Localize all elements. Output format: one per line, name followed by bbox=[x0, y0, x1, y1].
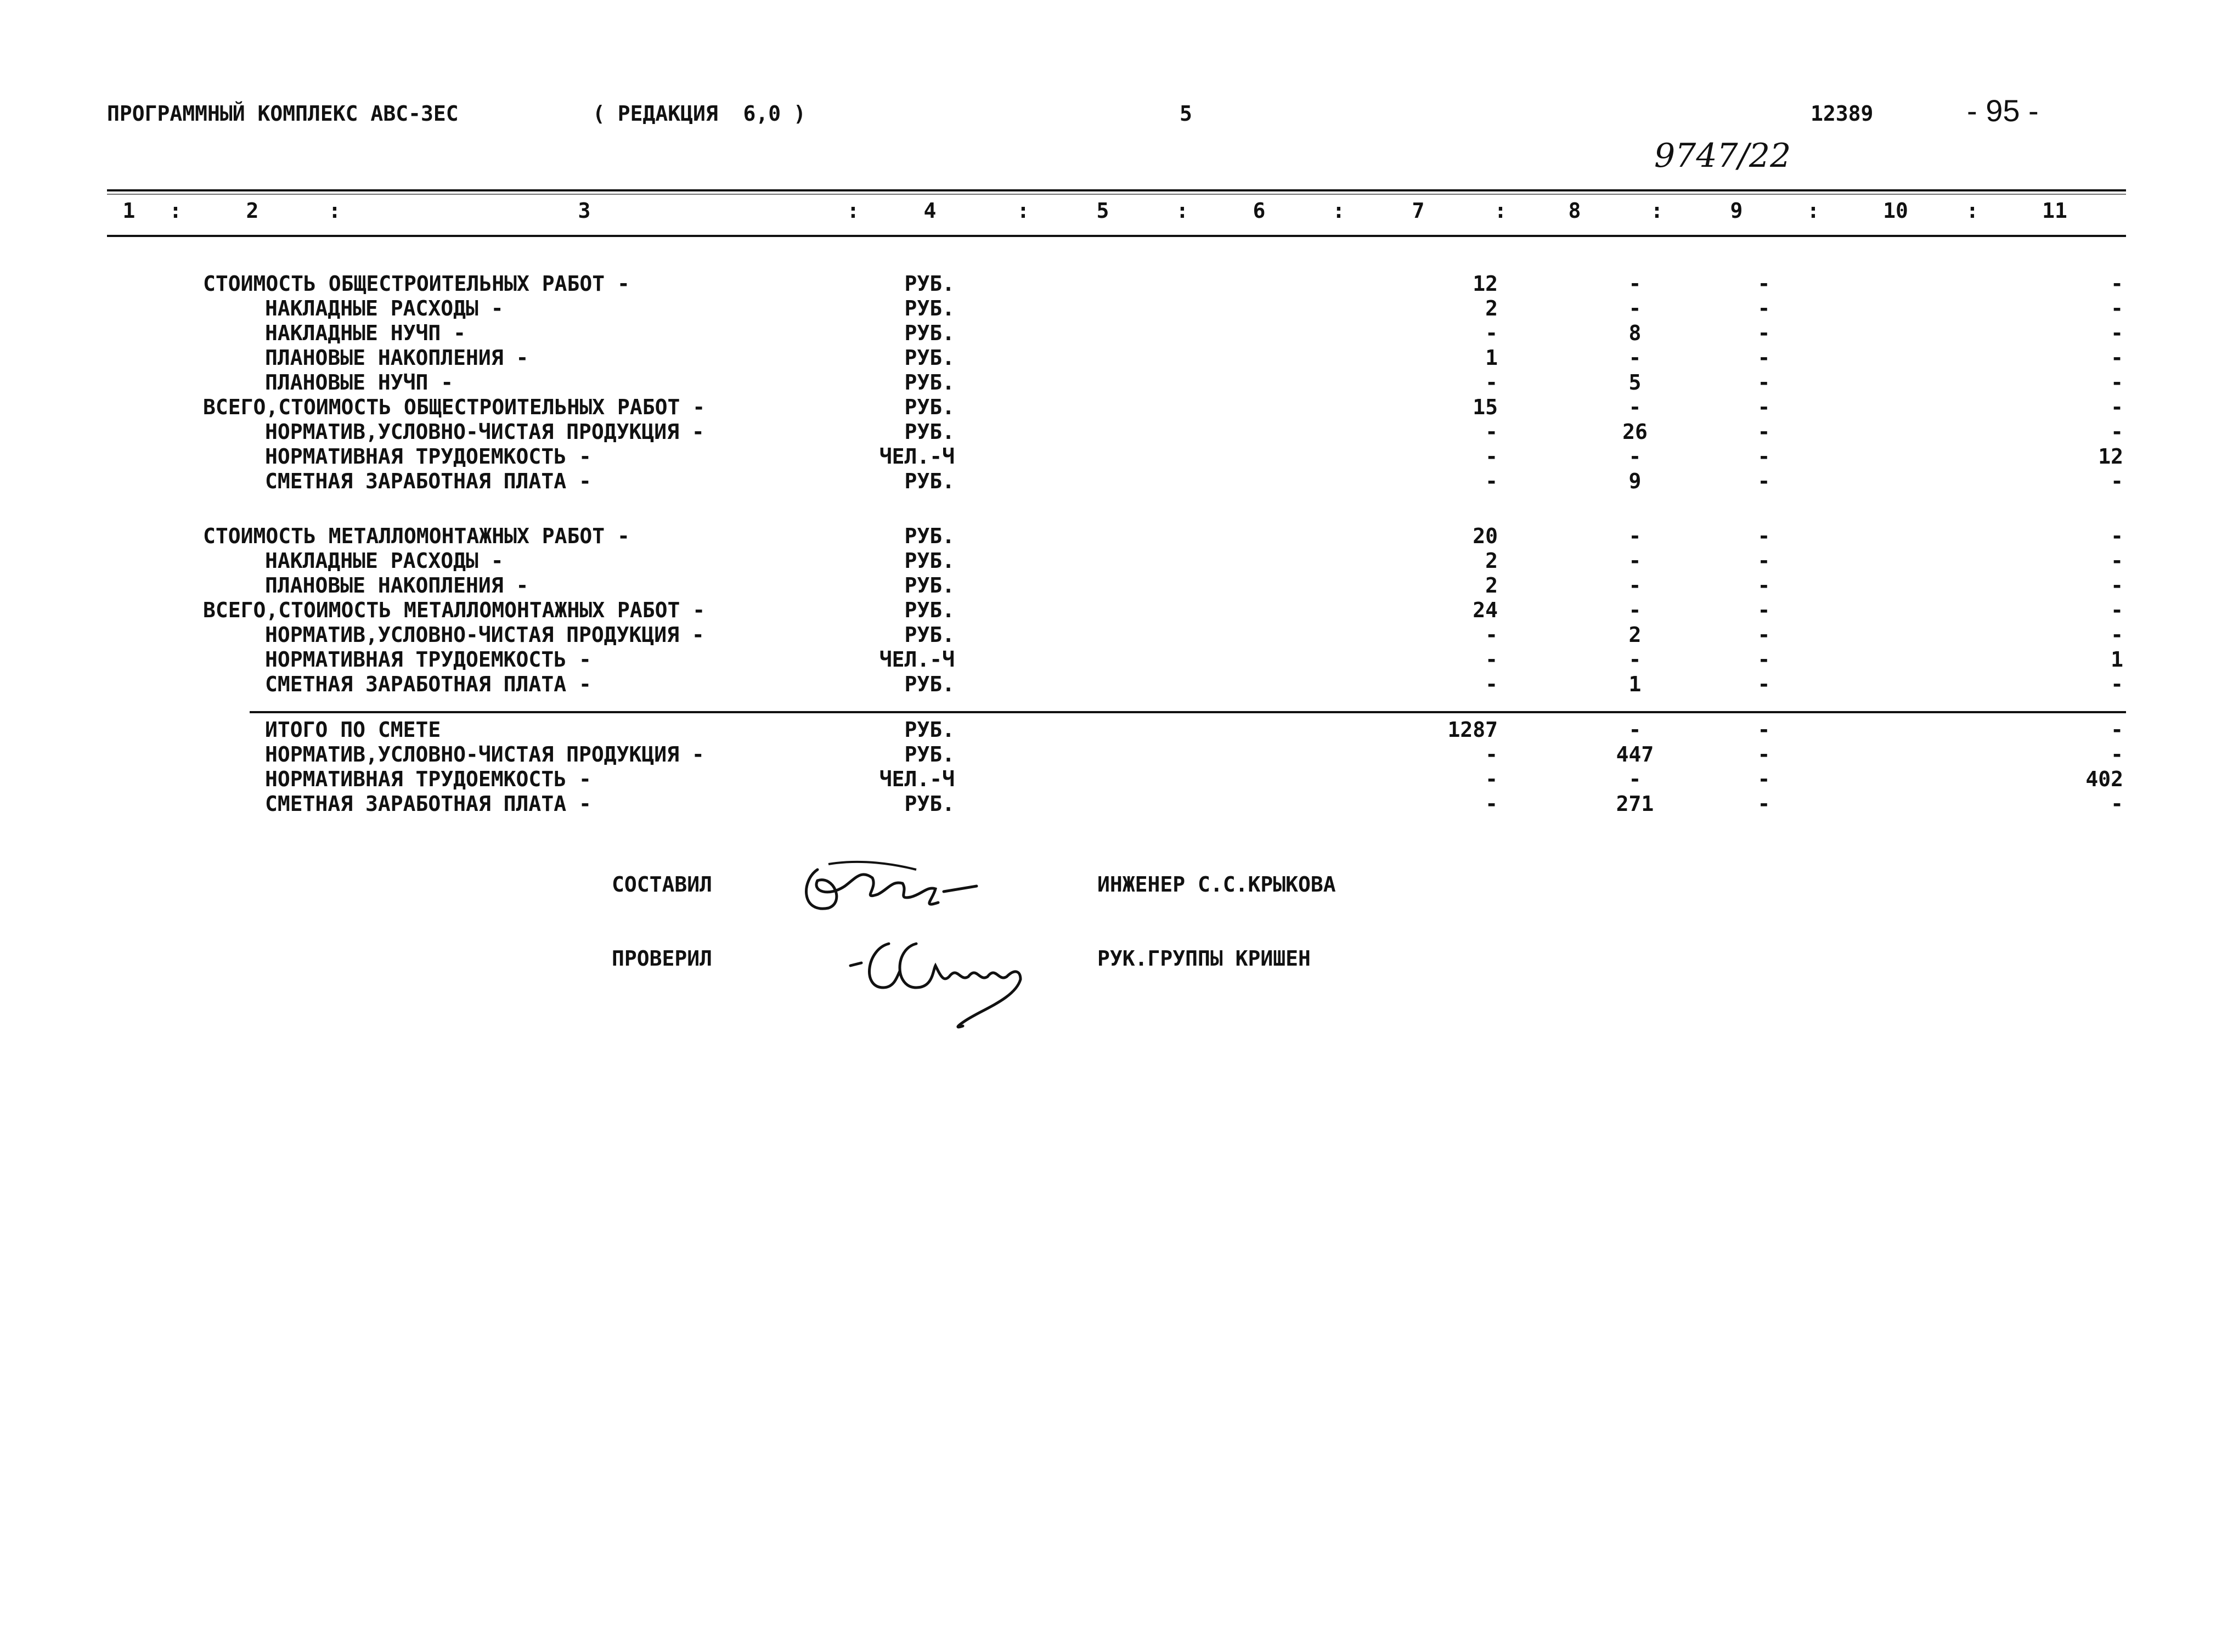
row-col8: 5 bbox=[1628, 370, 1642, 394]
row-col9: - bbox=[1757, 296, 1770, 320]
row-col9: - bbox=[1757, 444, 1770, 469]
row-col7: - bbox=[1485, 767, 1498, 791]
column-number-11: 11 bbox=[2042, 199, 2067, 223]
row-col11: - bbox=[2111, 623, 2123, 647]
row-col8: - bbox=[1628, 395, 1642, 419]
row-label: СТОИМОСТЬ МЕТАЛЛОМОНТАЖНЫХ РАБОТ - bbox=[203, 524, 630, 548]
column-number-4: 4 bbox=[923, 199, 937, 223]
row-label: НАКЛАДНЫЕ РАСХОДЫ - bbox=[265, 549, 504, 573]
row-col8: 1 bbox=[1628, 672, 1642, 696]
row-unit: РУБ. bbox=[904, 573, 955, 597]
column-number-3: 3 bbox=[578, 199, 591, 223]
column-number-6: 6 bbox=[1253, 199, 1266, 223]
row-label: НОРМАТИВНАЯ ТРУДОЕМКОСТЬ - bbox=[265, 647, 591, 672]
row-col11: - bbox=[2111, 370, 2123, 394]
row-col9: - bbox=[1757, 370, 1770, 394]
column-separator: : bbox=[1494, 199, 1507, 223]
column-number-9: 9 bbox=[1730, 199, 1743, 223]
row-col8: - bbox=[1628, 573, 1642, 597]
row-col8: - bbox=[1628, 549, 1642, 573]
row-unit: ЧЕЛ.-Ч bbox=[879, 444, 955, 469]
row-col8: - bbox=[1628, 598, 1642, 622]
row-col11: - bbox=[2111, 346, 2123, 370]
row-col9: - bbox=[1757, 623, 1770, 647]
column-separator: : bbox=[169, 199, 182, 223]
row-col9: - bbox=[1757, 647, 1770, 672]
row-col9: - bbox=[1757, 420, 1770, 444]
row-col9: - bbox=[1757, 598, 1770, 622]
row-unit: ЧЕЛ.-Ч bbox=[879, 647, 955, 672]
row-label: ПЛАНОВЫЕ НУЧП - bbox=[265, 370, 454, 394]
row-unit: РУБ. bbox=[904, 598, 955, 622]
row-col9: - bbox=[1757, 524, 1770, 548]
row-label: СМЕТНАЯ ЗАРАБОТНАЯ ПЛАТА - bbox=[265, 469, 591, 493]
row-label: СМЕТНАЯ ЗАРАБОТНАЯ ПЛАТА - bbox=[265, 792, 591, 816]
column-separator: : bbox=[1807, 199, 1820, 223]
row-col7: 2 bbox=[1485, 549, 1498, 573]
row-col9: - bbox=[1757, 272, 1770, 296]
row-col9: - bbox=[1757, 469, 1770, 493]
row-col11: - bbox=[2111, 742, 2123, 766]
row-unit: РУБ. bbox=[904, 296, 955, 320]
row-label: НОРМАТИВ,УСЛОВНО-ЧИСТАЯ ПРОДУКЦИЯ - bbox=[265, 623, 704, 647]
column-number-5: 5 bbox=[1096, 199, 1109, 223]
row-unit: РУБ. bbox=[904, 321, 955, 345]
row-col7: 1 bbox=[1485, 346, 1498, 370]
column-separator: : bbox=[1332, 199, 1345, 223]
row-unit: РУБ. bbox=[904, 395, 955, 419]
row-col8: - bbox=[1628, 444, 1642, 469]
row-col11: - bbox=[2111, 420, 2123, 444]
row-col7: 2 bbox=[1485, 573, 1498, 597]
row-col9: - bbox=[1757, 792, 1770, 816]
row-unit: РУБ. bbox=[904, 792, 955, 816]
row-label: ВСЕГО,СТОИМОСТЬ МЕТАЛЛОМОНТАЖНЫХ РАБОТ - bbox=[203, 598, 706, 622]
row-col11: - bbox=[2111, 296, 2123, 320]
row-col7: - bbox=[1485, 420, 1498, 444]
row-label: НАКЛАДНЫЕ НУЧП - bbox=[265, 321, 466, 345]
column-number-10: 10 bbox=[1883, 199, 1908, 223]
row-col7: - bbox=[1485, 444, 1498, 469]
program-title: ПРОГРАММНЫЙ КОМПЛЕКС АВС-3ЕС bbox=[107, 102, 459, 126]
row-col8: - bbox=[1628, 272, 1642, 296]
row-col11: 402 bbox=[2085, 767, 2123, 791]
row-label: СТОИМОСТЬ ОБЩЕСТРОИТЕЛЬНЫХ РАБОТ - bbox=[203, 272, 630, 296]
column-separator: : bbox=[1966, 199, 1979, 223]
top-rule-dashed bbox=[107, 194, 2126, 195]
column-separator: : bbox=[1176, 199, 1189, 223]
row-col11: - bbox=[2111, 598, 2123, 622]
row-col11: - bbox=[2111, 469, 2123, 493]
row-label: ПЛАНОВЫЕ НАКОПЛЕНИЯ - bbox=[265, 573, 529, 597]
row-unit: РУБ. bbox=[904, 742, 955, 766]
column-number-8: 8 bbox=[1568, 199, 1581, 223]
row-col7: - bbox=[1485, 672, 1498, 696]
compiled-by: ИНЖЕНЕР С.С.КРЫКОВА bbox=[1097, 872, 1336, 897]
row-col11: - bbox=[2111, 718, 2123, 742]
row-col7: 20 bbox=[1473, 524, 1498, 548]
column-separator: : bbox=[847, 199, 860, 223]
row-col9: - bbox=[1757, 321, 1770, 345]
column-header-row bbox=[0, 199, 2216, 224]
row-col9: - bbox=[1757, 549, 1770, 573]
row-unit: РУБ. bbox=[904, 346, 955, 370]
row-col9: - bbox=[1757, 395, 1770, 419]
handwritten-reference: 9747/22 bbox=[1654, 137, 1791, 175]
checked-signature bbox=[839, 927, 1048, 1037]
row-col8: - bbox=[1628, 296, 1642, 320]
row-label: НОРМАТИВ,УСЛОВНО-ЧИСТАЯ ПРОДУКЦИЯ - bbox=[265, 420, 704, 444]
row-unit: РУБ. bbox=[904, 370, 955, 394]
row-col11: - bbox=[2111, 573, 2123, 597]
row-col9: - bbox=[1757, 767, 1770, 791]
row-col7: 15 bbox=[1473, 395, 1498, 419]
row-col9: - bbox=[1757, 346, 1770, 370]
row-col11: - bbox=[2111, 672, 2123, 696]
row-col9: - bbox=[1757, 672, 1770, 696]
compiled-signature bbox=[796, 848, 982, 930]
column-number-2: 2 bbox=[246, 199, 259, 223]
top-rule bbox=[107, 189, 2126, 191]
row-label: СМЕТНАЯ ЗАРАБОТНАЯ ПЛАТА - bbox=[265, 672, 591, 696]
row-label: НОРМАТИВНАЯ ТРУДОЕМКОСТЬ - bbox=[265, 444, 591, 469]
totals-rule bbox=[250, 711, 2126, 713]
row-unit: РУБ. bbox=[904, 420, 955, 444]
row-col7: 24 bbox=[1473, 598, 1498, 622]
checked-label: ПРОВЕРИЛ bbox=[612, 946, 713, 971]
row-col9: - bbox=[1757, 718, 1770, 742]
row-col11: 1 bbox=[2111, 647, 2123, 672]
row-col9: - bbox=[1757, 742, 1770, 766]
row-unit: РУБ. bbox=[904, 469, 955, 493]
row-col7: - bbox=[1485, 742, 1498, 766]
row-col8: 9 bbox=[1628, 469, 1642, 493]
row-col8: - bbox=[1628, 524, 1642, 548]
row-col11: - bbox=[2111, 549, 2123, 573]
row-col7: - bbox=[1485, 647, 1498, 672]
checked-by: РУК.ГРУППЫ КРИШЕН bbox=[1097, 946, 1311, 971]
page-number: - 95 - bbox=[1967, 93, 2039, 128]
row-label: НОРМАТИВНАЯ ТРУДОЕМКОСТЬ - bbox=[265, 767, 591, 791]
column-separator: : bbox=[328, 199, 341, 223]
row-col11: - bbox=[2111, 272, 2123, 296]
row-col7: - bbox=[1485, 321, 1498, 345]
row-col11: - bbox=[2111, 395, 2123, 419]
row-unit: РУБ. bbox=[904, 623, 955, 647]
row-col7: - bbox=[1485, 469, 1498, 493]
column-separator: : bbox=[1017, 199, 1030, 223]
row-label: НАКЛАДНЫЕ РАСХОДЫ - bbox=[265, 296, 504, 320]
column-number-7: 7 bbox=[1412, 199, 1425, 223]
row-col11: - bbox=[2111, 321, 2123, 345]
row-label: ПЛАНОВЫЕ НАКОПЛЕНИЯ - bbox=[265, 346, 529, 370]
row-label: ВСЕГО,СТОИМОСТЬ ОБЩЕСТРОИТЕЛЬНЫХ РАБОТ - bbox=[203, 395, 706, 419]
row-col7: - bbox=[1485, 792, 1498, 816]
edition-label: ( РЕДАКЦИЯ 6,0 ) bbox=[593, 102, 806, 126]
sheet-number: 5 bbox=[1180, 102, 1192, 126]
row-label: ИТОГО ПО СМЕТЕ bbox=[265, 718, 441, 742]
row-col8: 8 bbox=[1628, 321, 1642, 345]
document-code: 12389 bbox=[1811, 102, 1874, 126]
row-unit: РУБ. bbox=[904, 272, 955, 296]
row-col8: - bbox=[1628, 718, 1642, 742]
row-unit: ЧЕЛ.-Ч bbox=[879, 767, 955, 791]
row-col8: - bbox=[1628, 767, 1642, 791]
row-col7: 1287 bbox=[1447, 718, 1498, 742]
row-col8: 2 bbox=[1628, 623, 1642, 647]
row-col11: - bbox=[2111, 792, 2123, 816]
column-number-1: 1 bbox=[122, 199, 136, 223]
row-label: НОРМАТИВ,УСЛОВНО-ЧИСТАЯ ПРОДУКЦИЯ - bbox=[265, 742, 704, 766]
row-unit: РУБ. bbox=[904, 672, 955, 696]
row-col8: 26 bbox=[1622, 420, 1648, 444]
row-unit: РУБ. bbox=[904, 718, 955, 742]
row-unit: РУБ. bbox=[904, 549, 955, 573]
row-col7: 2 bbox=[1485, 296, 1498, 320]
column-separator: : bbox=[1650, 199, 1664, 223]
row-col8: 447 bbox=[1616, 742, 1654, 766]
row-col11: - bbox=[2111, 524, 2123, 548]
header-bottom-rule bbox=[107, 235, 2126, 237]
row-col8: - bbox=[1628, 346, 1642, 370]
compiled-label: СОСТАВИЛ bbox=[612, 872, 713, 897]
row-col11: 12 bbox=[2098, 444, 2123, 469]
row-unit: РУБ. bbox=[904, 524, 955, 548]
row-col8: - bbox=[1628, 647, 1642, 672]
row-col7: - bbox=[1485, 623, 1498, 647]
row-col7: - bbox=[1485, 370, 1498, 394]
row-col9: - bbox=[1757, 573, 1770, 597]
row-col8: 271 bbox=[1616, 792, 1654, 816]
row-col7: 12 bbox=[1473, 272, 1498, 296]
